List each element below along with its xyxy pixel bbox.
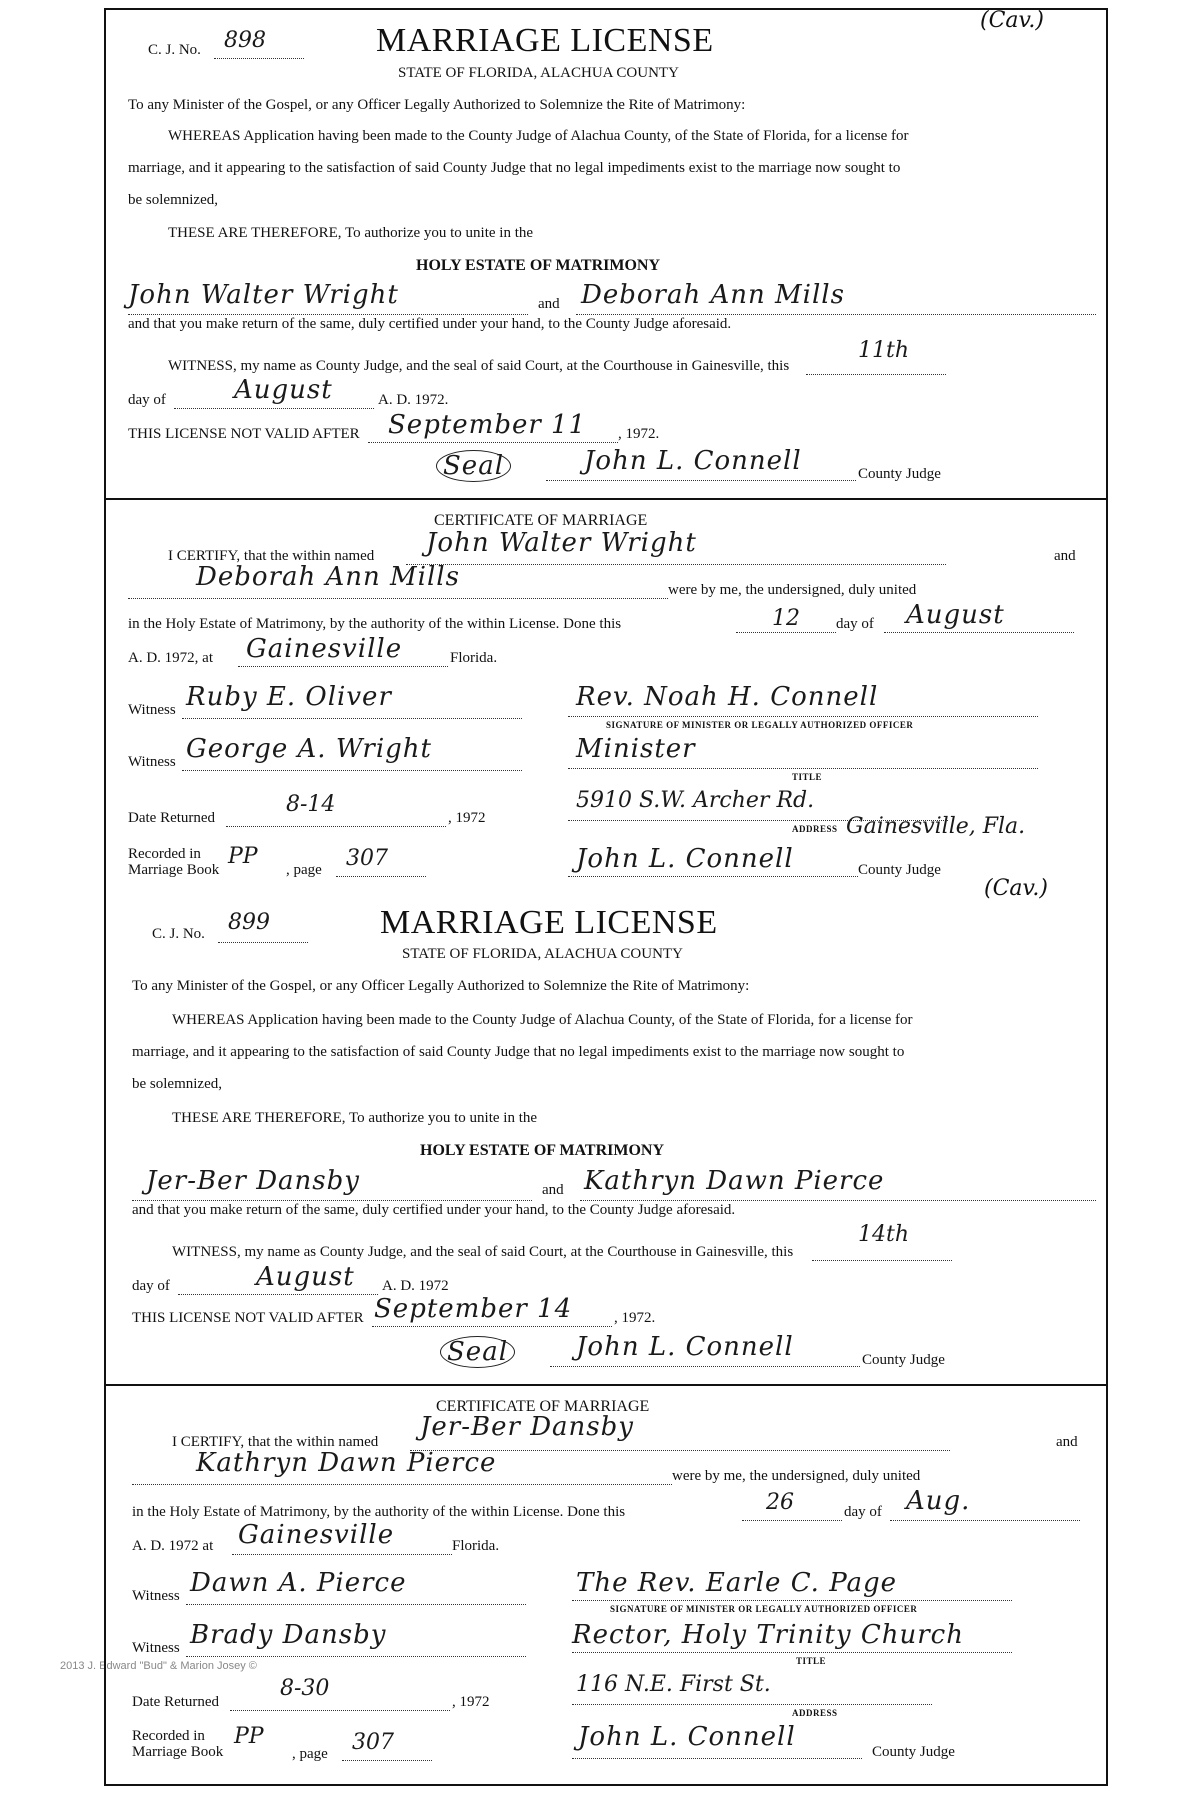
corner-note: (Cav.)	[984, 876, 1048, 901]
day-of-label: day of	[128, 392, 166, 408]
county-judge-label-2: County Judge	[872, 1744, 955, 1760]
and-word: and	[542, 1182, 564, 1198]
marriage-license-898	[106, 10, 1106, 880]
witness2-name: George A. Wright	[186, 734, 432, 764]
therefore-line: THESE ARE THEREFORE, To authorize you to unite in the	[168, 225, 534, 241]
done-day: 26	[766, 1490, 794, 1515]
holy-estate-line: in the Holy Estate of Matrimony, by the authority of the within License. Done this	[132, 1504, 626, 1520]
page-label: , page	[286, 862, 322, 878]
title-caption: TITLE	[792, 772, 823, 782]
date-returned: 8-14	[286, 792, 336, 817]
day-of-2: day of	[844, 1504, 882, 1520]
license-title: MARRIAGE LICENSE	[376, 22, 714, 59]
certify-label: I CERTIFY, that the within named	[168, 548, 375, 564]
recorded-label-2: Marriage Book	[132, 1744, 224, 1760]
county-judge-label: County Judge	[858, 466, 941, 482]
florida-label: Florida.	[452, 1538, 500, 1554]
witness1-name: Dawn A. Pierce	[190, 1568, 407, 1598]
not-valid-date: September 11	[388, 410, 587, 440]
certificate-title: CERTIFICATE OF MARRIAGE	[436, 1398, 650, 1415]
holy-estate-heading: HOLY ESTATE OF MATRIMONY	[420, 1142, 665, 1159]
witness2-label: Witness	[132, 1640, 180, 1656]
signature-caption: SIGNATURE OF MINISTER OR LEGALLY AUTHORIZED OFFICER	[610, 1604, 918, 1614]
whereas-line-2: marriage, and it appearing to the satisfaction of said County Judge that no legal impediments exist to the marriage now sought to	[128, 160, 901, 176]
recorded-label-1: Recorded in	[128, 846, 201, 862]
cert-groom-name: John Walter Wright	[426, 528, 697, 558]
page-number: 307	[352, 1730, 394, 1755]
ad-at-label: A. D. 1972, at	[128, 650, 213, 666]
witness1-name: Ruby E. Oliver	[186, 682, 392, 712]
witness1-label: Witness	[132, 1588, 180, 1604]
salutation: To any Minister of the Gospel, or any Officer Legally Authorized to Solemnize the Rite of Matrimony:	[132, 978, 750, 994]
judge-signature: John L. Connell	[584, 446, 802, 476]
return-line: and that you make return of the same, duly certified under your hand, to the County Judge aforesaid.	[128, 316, 732, 332]
certify-label: I CERTIFY, that the within named	[172, 1434, 379, 1450]
florida-label: Florida.	[450, 650, 498, 666]
done-day: 12	[772, 606, 800, 631]
united-label: were by me, the undersigned, duly united	[668, 582, 917, 598]
witness2-name: Brady Dansby	[190, 1620, 387, 1650]
date-returned-year: , 1972	[448, 810, 486, 826]
marriage-place: Gainesville	[238, 1520, 395, 1550]
recorded-label-1: Recorded in	[132, 1728, 205, 1744]
page-number: 307	[346, 846, 388, 871]
bride-name: Kathryn Dawn Pierce	[584, 1166, 885, 1196]
document-page	[104, 8, 1108, 1786]
and-word: and	[538, 296, 560, 312]
cj-label: C. J. No.	[148, 42, 201, 58]
whereas-line-2: marriage, and it appearing to the satisfaction of said County Judge that no legal impediments exist to the marriage now sought to	[132, 1044, 905, 1060]
officer-signature: The Rev. Earle C. Page	[576, 1568, 898, 1598]
judge-signature-2: John L. Connell	[576, 844, 794, 874]
seal-mark: Seal	[440, 1336, 515, 1368]
not-valid-label: THIS LICENSE NOT VALID AFTER	[132, 1310, 364, 1326]
cert-bride-name: Kathryn Dawn Pierce	[196, 1448, 497, 1478]
day-of-label: day of	[132, 1278, 170, 1294]
witness-line: WITNESS, my name as County Judge, and the seal of said Court, at the Courthouse in Gainesville, this	[172, 1244, 794, 1260]
cert-bride-name: Deborah Ann Mills	[196, 562, 460, 592]
united-label: were by me, the undersigned, duly united	[672, 1468, 921, 1484]
holy-estate-line: in the Holy Estate of Matrimony, by the authority of the within License. Done this	[128, 616, 622, 632]
judge-signature: John L. Connell	[576, 1332, 794, 1362]
not-valid-date: September 14	[374, 1294, 573, 1324]
therefore-line: THESE ARE THEREFORE, To authorize you to unite in the	[172, 1110, 538, 1126]
ad-label: A. D. 1972	[382, 1278, 449, 1294]
county-judge-label-2: County Judge	[858, 862, 941, 878]
whereas-line-3: be solemnized,	[128, 192, 218, 208]
officer-address-city: Gainesville, Fla.	[846, 814, 1026, 839]
ad-at-label: A. D. 1972 at	[132, 1538, 214, 1554]
whereas-line-3: be solemnized,	[132, 1076, 222, 1092]
copyright-watermark: 2013 J. Edward "Bud" & Marion Josey ©	[60, 1660, 257, 1672]
cj-number: 899	[228, 910, 270, 935]
marriage-book: PP	[228, 844, 258, 869]
not-valid-label: THIS LICENSE NOT VALID AFTER	[128, 426, 360, 442]
holy-estate-heading: HOLY ESTATE OF MATRIMONY	[416, 257, 661, 274]
cert-groom-name: Jer-Ber Dansby	[420, 1412, 634, 1442]
bride-name: Deborah Ann Mills	[581, 280, 845, 310]
day-of-2: day of	[836, 616, 874, 632]
date-returned-year: , 1972	[452, 1694, 490, 1710]
cert-and: and	[1054, 548, 1076, 564]
ad-label: A. D. 1972.	[378, 392, 449, 408]
done-month: Aug.	[906, 1486, 971, 1516]
groom-name: John Walter Wright	[128, 280, 399, 310]
whereas-line-1: WHEREAS Application having been made to the County Judge of Alachua County, of the State of Florida, for a license for	[168, 128, 909, 144]
done-month: August	[906, 600, 1005, 630]
officer-address: 5910 S.W. Archer Rd.	[576, 788, 815, 813]
certificate-title: CERTIFICATE OF MARRIAGE	[434, 512, 648, 529]
corner-note: (Cav.)	[980, 8, 1044, 33]
title-caption: TITLE	[796, 1656, 827, 1666]
address-caption: ADDRESS	[792, 1708, 838, 1718]
address-caption: ADDRESS	[792, 824, 838, 834]
not-valid-year: , 1972.	[614, 1310, 656, 1326]
officer-signature: Rev. Noah H. Connell	[576, 682, 879, 712]
judge-signature-2: John L. Connell	[578, 1722, 796, 1752]
witness2-label: Witness	[128, 754, 176, 770]
marriage-book: PP	[234, 1724, 264, 1749]
officer-title: Minister	[576, 734, 696, 764]
date-returned-label: Date Returned	[128, 810, 216, 826]
officer-address: 116 N.E. First St.	[576, 1672, 771, 1697]
signature-caption: SIGNATURE OF MINISTER OR LEGALLY AUTHORIZED OFFICER	[606, 720, 914, 730]
date-returned-label: Date Returned	[132, 1694, 220, 1710]
cj-label: C. J. No.	[152, 926, 205, 942]
witness1-label: Witness	[128, 702, 176, 718]
whereas-line-1: WHEREAS Application having been made to the County Judge of Alachua County, of the State of Florida, for a license for	[172, 1012, 913, 1028]
marriage-place: Gainesville	[246, 634, 403, 664]
license-subtitle: STATE OF FLORIDA, ALACHUA COUNTY	[402, 946, 683, 962]
cj-number: 898	[224, 28, 266, 53]
license-title: MARRIAGE LICENSE	[380, 904, 718, 941]
witness-line: WITNESS, my name as County Judge, and the seal of said Court, at the Courthouse in Gainesville, this	[168, 358, 790, 374]
license-subtitle: STATE OF FLORIDA, ALACHUA COUNTY	[398, 65, 679, 81]
not-valid-year: , 1972.	[618, 426, 660, 442]
license-month: August	[256, 1262, 355, 1292]
officer-title: Rector, Holy Trinity Church	[572, 1620, 964, 1650]
county-judge-label: County Judge	[862, 1352, 945, 1368]
date-returned: 8-30	[280, 1676, 330, 1701]
seal-mark: Seal	[436, 450, 511, 482]
page-label: , page	[292, 1746, 328, 1762]
recorded-label-2: Marriage Book	[128, 862, 220, 878]
cert-and: and	[1056, 1434, 1078, 1450]
license-month: August	[234, 375, 333, 405]
witness-day: 11th	[858, 338, 910, 363]
witness-day: 14th	[858, 1222, 910, 1247]
groom-name: Jer-Ber Dansby	[146, 1166, 360, 1196]
salutation: To any Minister of the Gospel, or any Officer Legally Authorized to Solemnize the Rite of Matrimony:	[128, 97, 746, 113]
marriage-license-899	[106, 876, 1106, 1782]
return-line: and that you make return of the same, duly certified under your hand, to the County Judge aforesaid.	[132, 1202, 736, 1218]
